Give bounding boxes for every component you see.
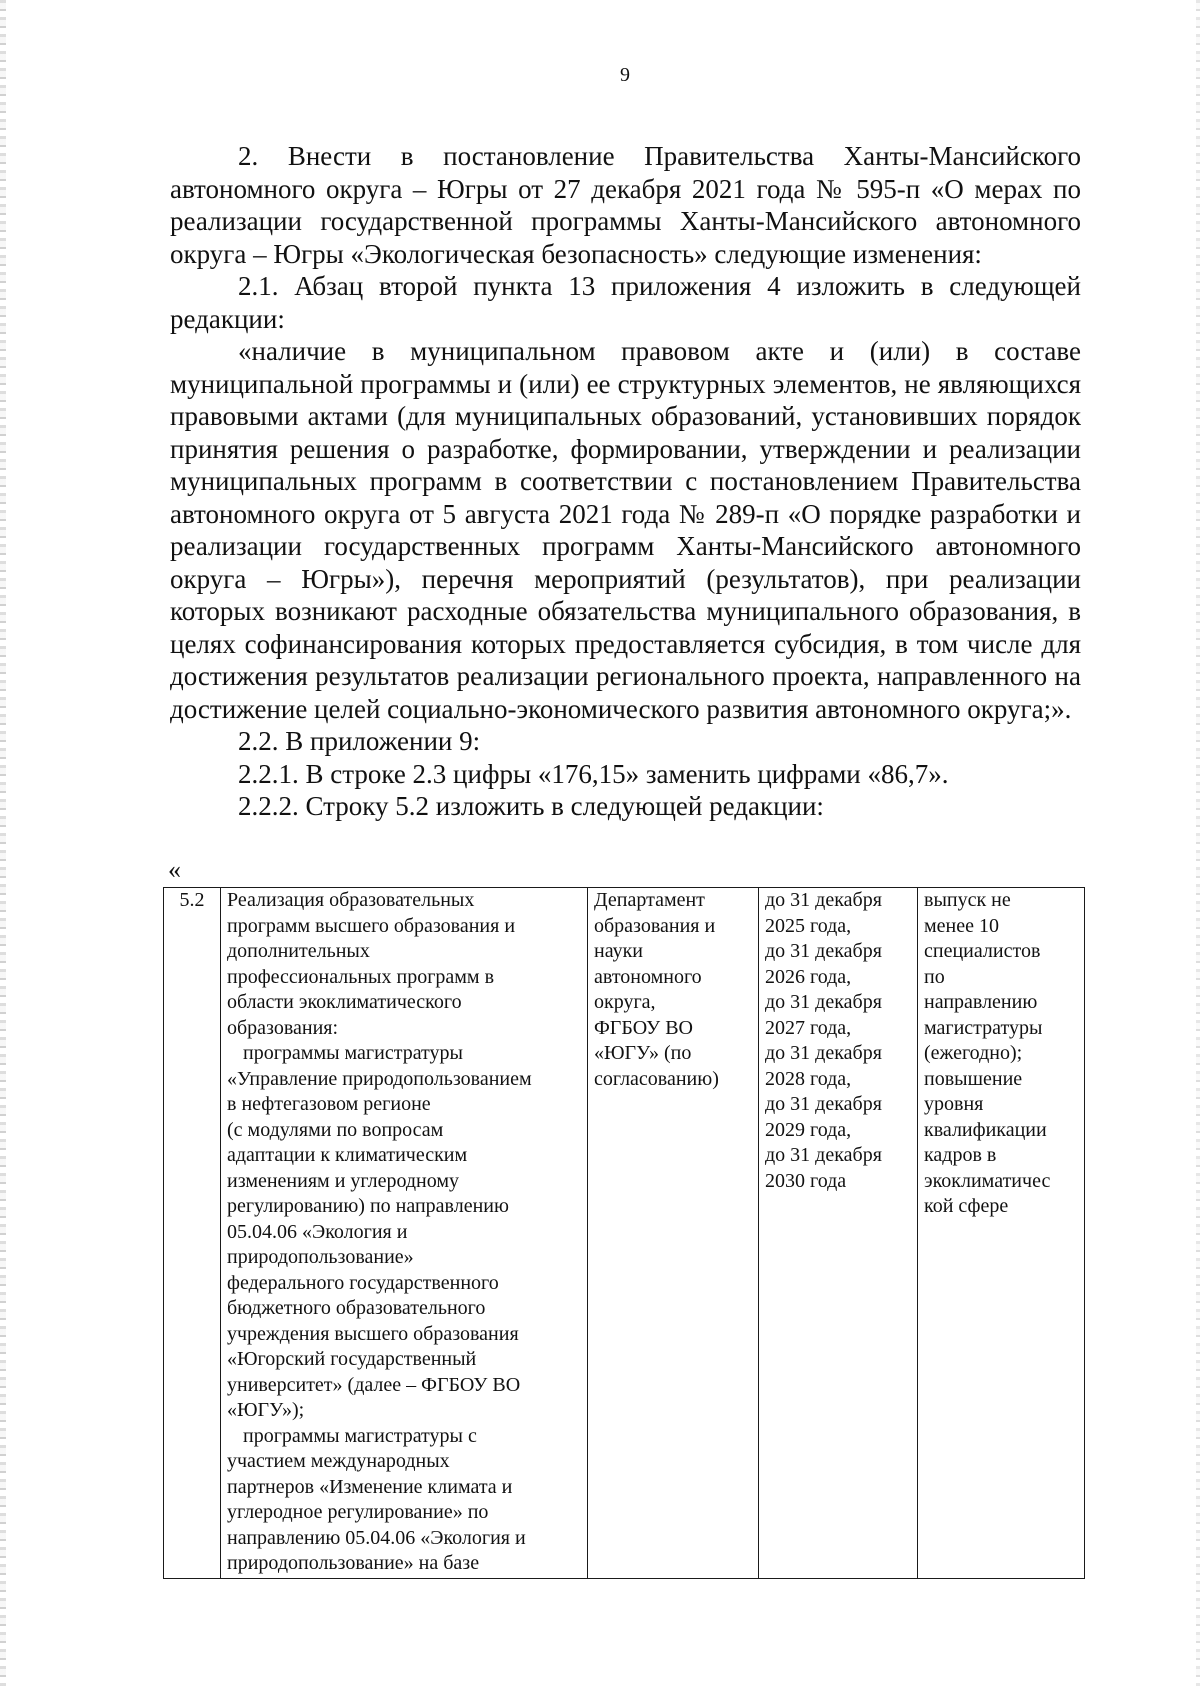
activity-line: «ЮГУ»); bbox=[227, 1399, 305, 1421]
activity-line: изменениям и углеродному bbox=[227, 1169, 460, 1192]
activity-line: природопользование» bbox=[227, 1246, 414, 1268]
paragraph-item-2-1: 2.1. Абзац второй пункта 13 приложения 4 изложить в следующей редакции: bbox=[170, 271, 1081, 334]
activity-line: учреждения высшего образования bbox=[227, 1322, 519, 1345]
activity-line: 05.04.06 «Экология и bbox=[227, 1220, 408, 1243]
activity-line: программы магистратуры bbox=[243, 1042, 463, 1064]
result-line: магистратуры bbox=[924, 1016, 1043, 1039]
activity-line: партнеров «Изменение климата и bbox=[227, 1475, 513, 1498]
executor-line: автономного bbox=[594, 965, 702, 988]
activity-line: бюджетного образовательного bbox=[227, 1297, 486, 1319]
executor-line: науки bbox=[594, 940, 643, 962]
paragraph-item-2-2-1: 2.2.1. В строке 2.3 цифры «176,15» заменить цифрами «86,7». bbox=[238, 758, 949, 789]
deadline-cell bbox=[759, 888, 918, 1579]
activity-line: в нефтегазовом регионе bbox=[227, 1093, 431, 1115]
result-line: (ежегодно); bbox=[924, 1042, 1023, 1064]
result-line: уровня bbox=[924, 1093, 984, 1115]
executor-line: образования и bbox=[594, 914, 716, 937]
activity-line: программы магистратуры с bbox=[243, 1424, 477, 1447]
activity-line: адаптации к климатическим bbox=[227, 1144, 468, 1166]
result-line: направлению bbox=[924, 991, 1038, 1013]
paragraph-quoted-text: «наличие в муниципальном правовом акте и (или) в составе муниципальной программы и (или) ее структурных элементов, не являющихся правовыми актами (для муниципальных образований, установивших порядок принятия решения о разработке, формировании, утверждении и реализации муниципальных программ в соответствии с постановлением Правительства автономного округа от 5 августа 2021 года № 289-п «О порядке разработки и реализации государственных программ Ханты-Мансийского автономного округа – Югры»), перечня мероприятий (результатов), при реализации которых возникают расходные обязательства муниципального образования, в целях софинансирования которых предоставляется субсидия, в том числе для достижения результатов реализации регионального проекта, направленного на достижение целей социально-экономического развития автономного округа;». bbox=[170, 336, 1081, 724]
result-line: экоклиматичес bbox=[924, 1169, 1051, 1192]
activity-line: направлению 05.04.06 «Экология и bbox=[227, 1526, 526, 1549]
paragraph-amendment-intro: 2. Внести в постановление Правительства Ханты-Мансийского автономного округа – Югры от 27 декабря 2021 года № 595-п «О мерах по реализации государственной программы Ханты-Мансийского автономного округа – Югры «Экологическая безопасность» следующие изменения: bbox=[170, 141, 1081, 269]
deadline-line: 2025 года, bbox=[765, 914, 852, 937]
row-number-cell bbox=[164, 888, 221, 1579]
deadline-line: до 31 декабря bbox=[765, 1042, 882, 1064]
executor-line: округа, bbox=[594, 991, 656, 1013]
activity-line: «Управление природопользованием bbox=[227, 1067, 532, 1090]
deadline-line: до 31 декабря bbox=[765, 991, 882, 1013]
activity-line: участием международных bbox=[227, 1450, 450, 1472]
activity-line: регулированию) по направлению bbox=[227, 1195, 509, 1217]
result-line: менее 10 bbox=[924, 914, 999, 937]
activity-line: природопользование» на базе bbox=[227, 1552, 480, 1574]
result-line: по bbox=[924, 965, 945, 988]
deadline-line: 2028 года, bbox=[765, 1067, 852, 1090]
executor-line: ФГБОУ ВО bbox=[594, 1016, 693, 1039]
activity-line: области экоклиматического bbox=[227, 991, 462, 1013]
result-line: кой сфере bbox=[924, 1195, 1009, 1217]
executor-line: согласованию) bbox=[594, 1067, 719, 1090]
scan-edge-left bbox=[0, 0, 6, 1686]
deadline-line: до 31 декабря bbox=[765, 940, 882, 962]
activity-line: университет» (далее – ФГБОУ ВО bbox=[227, 1373, 521, 1396]
result-line: специалистов bbox=[924, 940, 1041, 962]
paragraph-item-2-2: 2.2. В приложении 9: bbox=[238, 726, 481, 756]
page-number: 9 bbox=[620, 64, 630, 86]
executor-line: «ЮГУ» (по bbox=[594, 1042, 692, 1064]
result-line: повышение bbox=[924, 1067, 1023, 1090]
result-line: кадров в bbox=[924, 1144, 997, 1166]
document-body bbox=[170, 140, 1081, 823]
deadline-line: 2026 года, bbox=[765, 965, 852, 988]
activity-line: профессиональных программ в bbox=[227, 965, 495, 988]
deadline-line: до 31 декабря bbox=[765, 1093, 882, 1115]
row-number: 5.2 bbox=[179, 889, 205, 911]
activity-line: программ высшего образования и bbox=[227, 914, 516, 937]
result-line: выпуск не bbox=[924, 889, 1011, 911]
executor-cell bbox=[588, 888, 759, 1579]
activity-line: «Югорский государственный bbox=[227, 1348, 477, 1370]
deadline-line: 2027 года, bbox=[765, 1016, 852, 1039]
activity-line: (с модулями по вопросам bbox=[227, 1118, 444, 1141]
activity-line: федерального государственного bbox=[227, 1271, 499, 1294]
amendment-table bbox=[163, 887, 1085, 1579]
deadline-line: до 31 декабря bbox=[765, 1144, 882, 1166]
activity-line: образования: bbox=[227, 1016, 339, 1039]
result-cell bbox=[918, 888, 1085, 1579]
result-line: квалификации bbox=[924, 1118, 1047, 1141]
scan-edge-right bbox=[1196, 0, 1200, 1686]
paragraph-item-2-2-2: 2.2.2. Строку 5.2 изложить в следующей редакции: bbox=[238, 791, 824, 821]
executor-line: Департамент bbox=[594, 889, 705, 911]
deadline-line: 2030 года bbox=[765, 1169, 847, 1192]
activity-line: Реализация образовательных bbox=[227, 889, 475, 911]
activity-line: углеродное регулирование» по bbox=[227, 1501, 489, 1523]
deadline-line: 2029 года, bbox=[765, 1118, 852, 1141]
activity-line: дополнительных bbox=[227, 940, 370, 962]
table-row bbox=[164, 888, 1085, 1579]
activity-cell bbox=[221, 888, 588, 1579]
table-open-quote: « bbox=[168, 855, 181, 884]
deadline-line: до 31 декабря bbox=[765, 889, 882, 911]
